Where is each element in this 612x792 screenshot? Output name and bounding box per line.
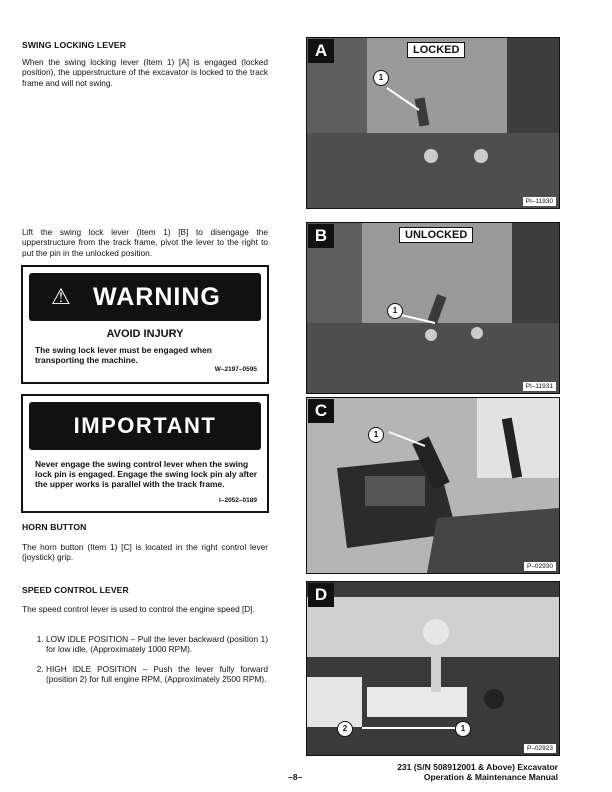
photo-a-image	[307, 38, 559, 208]
photo-a-tag: LOCKED	[407, 42, 465, 58]
photo-c	[306, 397, 560, 574]
speed-text: The speed control lever is used to control the engine speed [D].	[22, 604, 255, 614]
photo-a	[306, 37, 560, 209]
horn-text: The horn button (Item 1) [C] is located in the right control lever (joystick) grip.	[22, 542, 268, 563]
speed-list	[22, 634, 268, 694]
footer-title-line-1: 231 (S/N 508912001 & Above) Excavator	[397, 762, 558, 772]
photo-b-letter: B	[308, 224, 334, 248]
horn-heading: HORN BUTTON	[22, 522, 87, 532]
important-title: IMPORTANT	[73, 413, 217, 438]
warning-banner	[29, 273, 261, 321]
important-code: I–2052–0189	[219, 497, 257, 504]
speed-list-item: 2. HIGH IDLE POSITION – Push the lever fully forward (position 2) for full engine RPM, (Approximately 2500 RPM).	[46, 664, 268, 685]
photo-d-ref: P–02923	[524, 744, 556, 753]
warning-title: WARNING	[93, 283, 221, 311]
photo-c-callout: 1	[368, 427, 384, 443]
warning-box	[21, 265, 269, 384]
photo-c-letter: C	[308, 399, 334, 423]
photo-a-letter: A	[308, 39, 334, 63]
photo-c-ref: P–02930	[524, 562, 556, 571]
photo-b-tag: UNLOCKED	[399, 227, 473, 243]
photo-d	[306, 581, 560, 756]
swing-lever-heading: SWING LOCKING LEVER	[22, 40, 127, 50]
important-banner	[29, 402, 261, 450]
page-number: –8–	[288, 772, 303, 782]
speed-list-item: 1. LOW IDLE POSITION – Pull the lever backward (position 1) for low idle, (Approximately 1000 RPM).	[46, 634, 268, 655]
important-box	[21, 394, 269, 513]
photo-b-ref: PI–11931	[523, 382, 556, 391]
speed-heading: SPEED CONTROL LEVER	[22, 585, 129, 595]
swing-lever-text-1: When the swing locking lever (Item 1) [A] is engaged (locked position), the upperstructure of the excavator is locked to the track frame and will not swing.	[22, 57, 268, 88]
warning-body: The swing lock lever must be engaged when transporting the machine.	[35, 345, 212, 365]
photo-d-letter: D	[308, 583, 334, 607]
photo-a-ref: PI–11930	[523, 197, 556, 206]
photo-b	[306, 222, 560, 394]
important-body: Never engage the swing control lever when the swing lock pin is engaged. Engage the swing lock pin aly after the upper works is parallel with the track frame.	[35, 459, 257, 489]
photo-d-callout-2: 2	[337, 721, 353, 737]
warning-code: W–2197–0595	[214, 366, 257, 373]
warning-subtitle: AVOID INJURY	[106, 328, 184, 340]
footer-title-line-2: Operation & Maintenance Manual	[423, 772, 558, 782]
photo-d-callout-1: 1	[455, 721, 471, 737]
warning-triangle-icon: ⚠	[51, 284, 71, 309]
photo-b-image	[307, 223, 559, 393]
footer-title	[397, 762, 558, 782]
swing-lever-text-2: Lift the swing lock lever (Item 1) [B] to disengage the upperstructure from the track frame, pivot the lever to the right to put the pin in the unlocked position.	[22, 227, 268, 258]
photo-b-callout: 1	[387, 303, 403, 319]
photo-a-callout: 1	[373, 70, 389, 86]
photo-c-image	[307, 398, 559, 573]
